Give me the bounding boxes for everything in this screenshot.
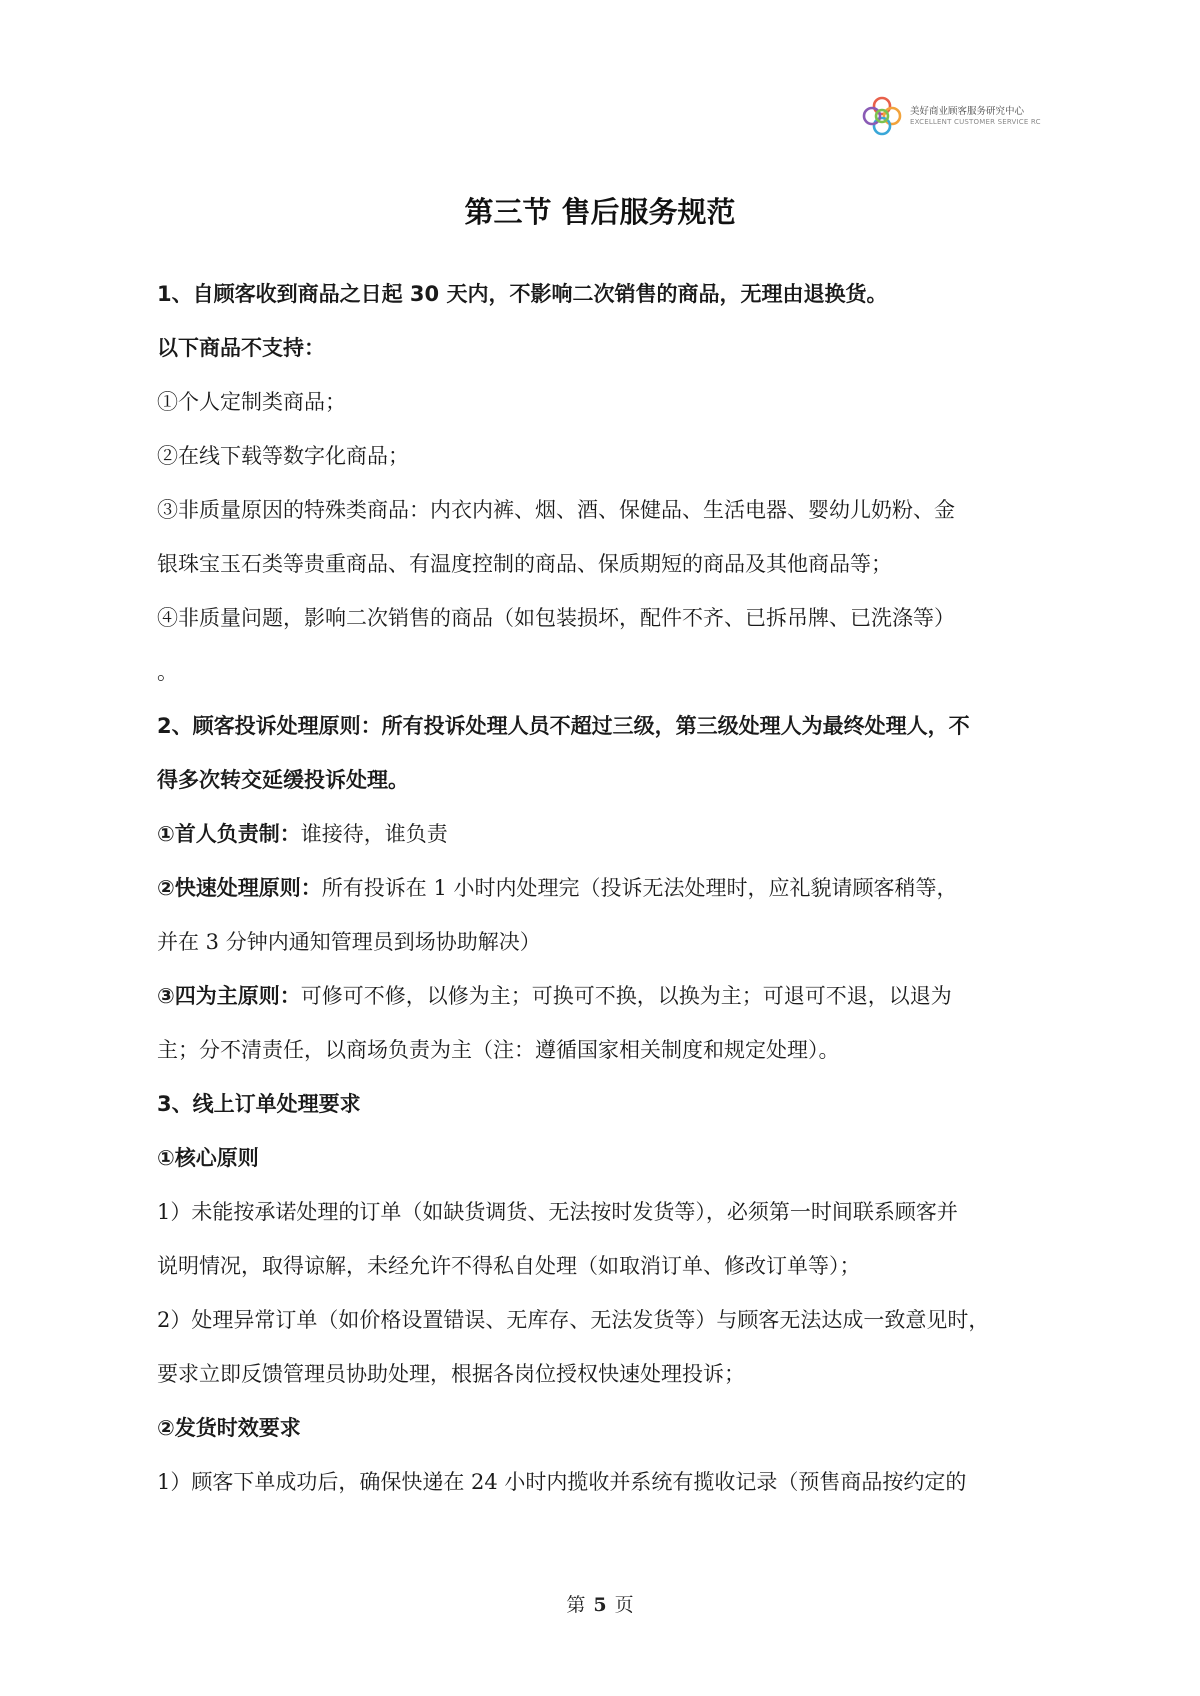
principle-label: ①首人负责制： — [157, 822, 301, 846]
logo-name-en: EXCELLENT CUSTOMER SERVICE RC — [910, 117, 1041, 126]
page-number: 5 — [593, 1594, 607, 1616]
rule-item: 1）未能按承诺处理的订单（如缺货调货、无法按时发货等），必须第一时间联系顾客并 — [157, 1200, 958, 1224]
principle-text: 所有投诉在 1 小时内处理完（投诉无法处理时，应礼貌请顾客稍等， — [321, 876, 958, 900]
page-number-suffix: 页 — [614, 1594, 634, 1616]
page-number-prefix: 第 — [566, 1594, 586, 1616]
list-item: ③非质量原因的特殊类商品：内衣内裤、烟、酒、保健品、生活电器、婴幼儿奶粉、金 — [157, 498, 955, 522]
rule-item: 2）处理异常订单（如价格设置错误、无库存、无法发货等）与顾客无法达成一致意见时， — [157, 1308, 990, 1332]
section-1-heading: 1、自顾客收到商品之日起 30 天内，不影响二次销售的商品，无理由退换货。 — [157, 282, 888, 306]
principle-item — [157, 976, 1057, 1030]
section-2-heading-continued: 得多次转交延缓投诉处理。 — [157, 768, 409, 792]
principle-item-continued: 并在 3 分钟内通知管理员到场协助解决） — [157, 930, 541, 954]
page-title: 第三节 售后服务规范 — [464, 195, 736, 229]
list-item-continued: 。 — [157, 660, 178, 684]
rule-item: 1）顾客下单成功后，确保快递在 24 小时内揽收并系统有揽收记录（预售商品按约定的 — [157, 1470, 967, 1494]
list-item: ②在线下载等数字化商品； — [157, 444, 409, 468]
logo-name-cn: 美好商业顾客服务研究中心 — [910, 105, 1025, 117]
principle-item-continued: 主；分不清责任，以商场负责为主（注：遵循国家相关制度和规定处理）。 — [157, 1038, 840, 1062]
list-item: ①个人定制类商品； — [157, 390, 346, 414]
principle-label: ③四为主原则： — [157, 984, 301, 1008]
principle-item — [157, 814, 1057, 868]
section-2-heading: 2、顾客投诉处理原则：所有投诉处理人员不超过三级，第三级处理人为最终处理人，不 — [157, 714, 970, 738]
rule-item-continued: 说明情况，取得谅解，未经允许不得私自处理（如取消订单、修改订单等）； — [157, 1254, 861, 1278]
list-item-continued: 银珠宝玉石类等贵重商品、有温度控制的商品、保质期短的商品及其他商品等； — [157, 552, 892, 576]
document-body — [157, 274, 1057, 1516]
section-3-heading: 3、线上订单处理要求 — [157, 1092, 361, 1116]
principle-label: ②快速处理原则： — [157, 876, 322, 900]
section-1-subheading: 以下商品不支持： — [157, 336, 325, 360]
section-3-core-heading: ①核心原则 — [157, 1146, 259, 1170]
principle-text: 谁接待，谁负责 — [300, 822, 448, 846]
principle-text: 可修可不修，以修为主；可换可不换，以换为主；可退可不退，以退为 — [300, 984, 952, 1008]
principle-item — [157, 868, 1057, 922]
page-footer — [0, 1590, 1200, 1617]
list-item: ④非质量问题，影响二次销售的商品（如包装损坏，配件不齐、已拆吊牌、已洗涤等） — [157, 606, 955, 630]
rule-item-continued: 要求立即反馈管理员协助处理，根据各岗位授权快速处理投诉； — [157, 1362, 745, 1386]
brand-logo — [860, 92, 1050, 140]
knot-logo-icon — [860, 94, 904, 138]
section-3-shipping-heading: ②发货时效要求 — [157, 1416, 301, 1440]
